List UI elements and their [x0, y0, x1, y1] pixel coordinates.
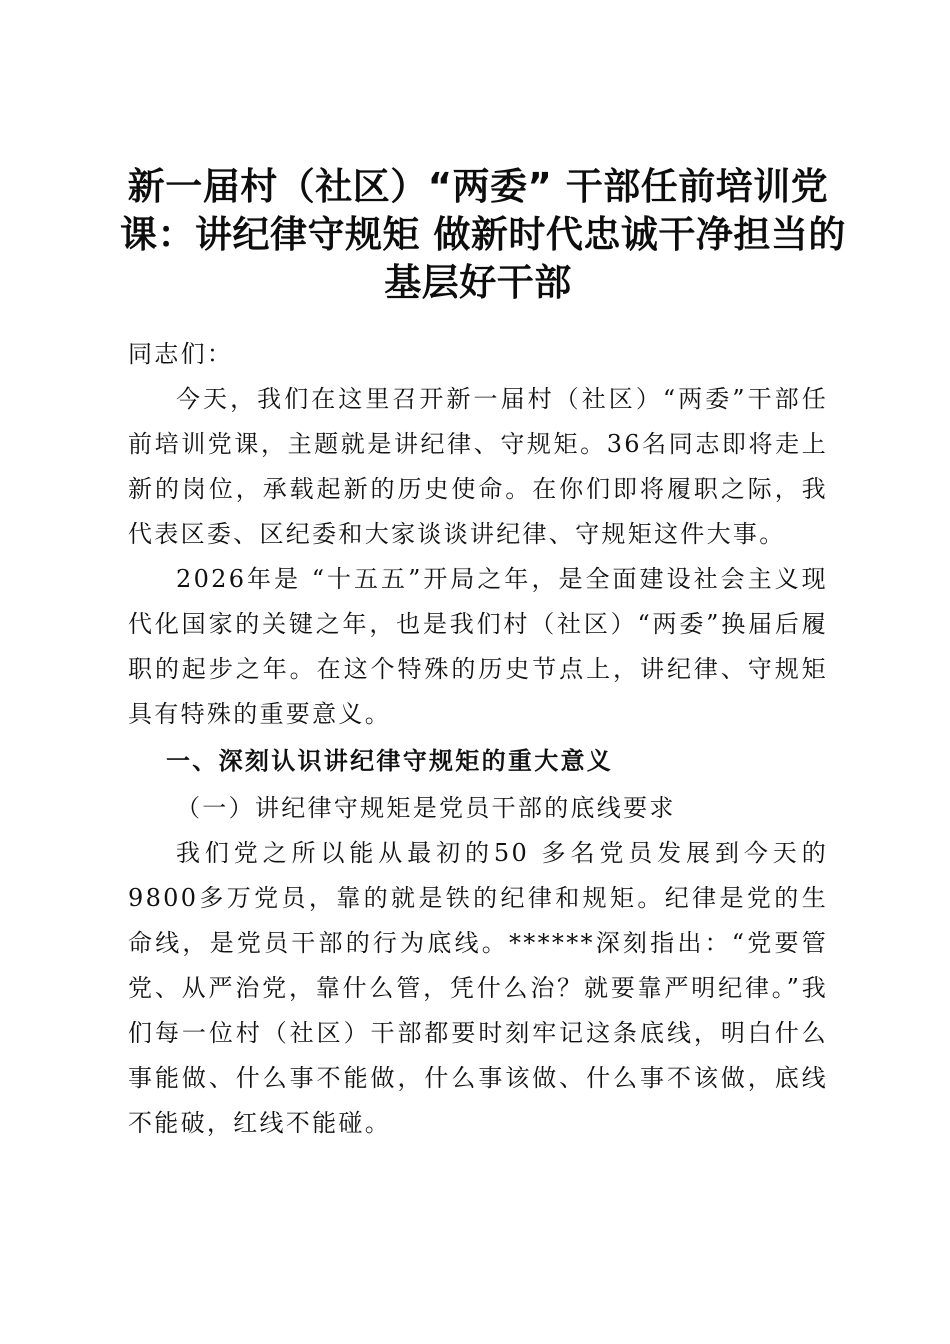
paragraph-discipline: 我们党之所以能从最初的50 多名党员发展到今天的9800多万党员，靠的就是铁的纪律和规矩。纪律是党的生命线，是党员干部的行为底线。******深刻指出：“党要管党、从严治党，靠什么管，凭什么治？就要靠严明纪律。”我们每一位村（社区）干部都要时刻牢记这条底线，明白什么事能做、什么事不能做，什么事该做、什么事不该做，底线不能破，红线不能碰。: [128, 839, 828, 1137]
title-line-1: 新一届村（社区）“两委” 干部任前培训党: [127, 165, 829, 208]
title-line-3: 基层好干部: [384, 261, 572, 304]
paragraph-context: 2026年是 “十五五”开局之年，是全面建设社会主义现代化国家的关键之年，也是我们村（社区）“两委”换届后履职的起步之年。在这个特殊的历史节点上，讲纪律、守规矩具有特殊的重要意义。: [128, 565, 828, 728]
title-line-2: 课：讲纪律守规矩 做新时代忠诚干净担当的: [120, 213, 846, 256]
document-title: [120, 163, 846, 307]
subsection-heading-1: （一）讲纪律守规矩是党员干部的底线要求: [176, 794, 676, 822]
section-heading-1: 一、深刻认识讲纪律守规矩的重大意义: [166, 747, 614, 775]
paragraph-intro: 今天，我们在这里召开新一届村（社区）“两委”干部任前培训党课，主题就是讲纪律、守规矩。36名同志即将走上新的岗位，承载起新的历史使命。在你们即将履职之际，我代表区委、区纪委和大家谈谈讲纪律、守规矩这件大事。: [128, 385, 828, 548]
salutation: 同志们：: [128, 340, 234, 368]
document-body: [128, 332, 828, 1146]
